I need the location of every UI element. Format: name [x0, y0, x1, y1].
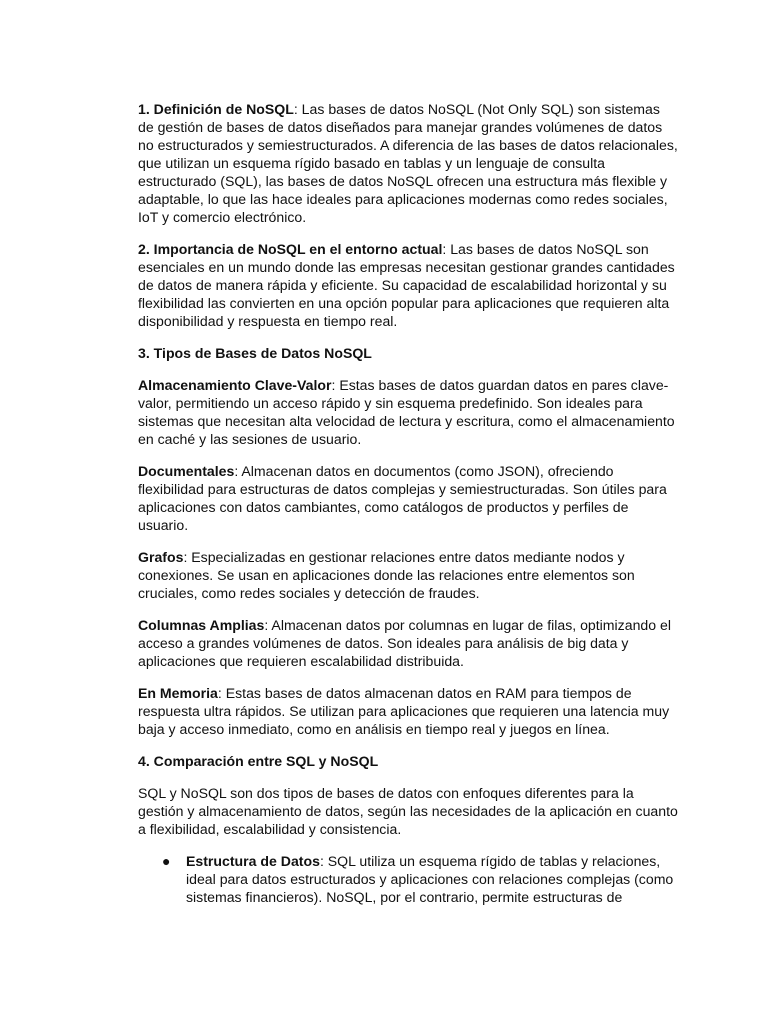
section-1-paragraph: [138, 100, 678, 226]
type-key-value-text: : Estas bases de datos guardan datos en pares clave-valor, permitiendo un acceso rápido y sin esquema predefinido. Son ideales para sistemas que necesitan alta velocidad de lectura y escritura, como el almacenamiento en caché y las sesiones de usuario.: [138, 377, 675, 447]
type-in-memory-paragraph: [138, 684, 678, 738]
section-1-text: : Las bases de datos NoSQL (Not Only SQL) son sistemas de gestión de bases de datos diseñados para manejar grandes volúmenes de datos no estructurados y semiestructurados. A diferencia de las bases de datos relacionales, que utilizan un esquema rígido basado en tablas y un lenguaje de consulta estructurado (SQL), las bases de datos NoSQL ofrecen una estructura más flexible y adaptable, lo que las hace ideales para aplicaciones modernas como redes sociales, IoT y comercio electrónico.: [138, 101, 678, 225]
section-2-paragraph: [138, 240, 678, 330]
type-documents-term: Documentales: [138, 463, 235, 479]
type-wide-columns-term: Columnas Amplias: [138, 617, 265, 633]
type-documents-text: : Almacenan datos en documentos (como JSON), ofreciendo flexibilidad para estructuras de datos complejas y semiestructuradas. Son útiles para aplicaciones con datos cambiantes, como catálogos de productos y perfiles de usuario.: [138, 463, 667, 533]
type-in-memory-term: En Memoria: [138, 685, 218, 701]
bullet-icon: ●: [162, 853, 171, 869]
type-wide-columns-text: : Almacenan datos por columnas en lugar de filas, optimizando el acceso a grandes volúmenes de datos. Son ideales para análisis de big data y aplicaciones que requieren escalabilidad distribuida.: [138, 617, 671, 669]
type-graphs-text: : Especializadas en gestionar relaciones entre datos mediante nodos y conexiones. Se usan en aplicaciones donde las relaciones entre elementos son cruciales, como redes sociales y detección de fraudes.: [138, 549, 635, 601]
section-2-text: : Las bases de datos NoSQL son esenciales en un mundo donde las empresas necesitan gestionar grandes cantidades de datos de manera rápida y eficiente. Su capacidad de escalabilidad horizontal y su flexibilidad las convierten en una opción popular para aplicaciones que requieren alta disponibilidad y respuesta en tiempo real.: [138, 241, 675, 329]
type-in-memory-text: : Estas bases de datos almacenan datos en RAM para tiempos de respuesta ultra rápidos. Se utilizan para aplicaciones que requieren una latencia muy baja y acceso inmediato, como en análisis en tiempo real y juegos en línea.: [138, 685, 670, 737]
section-3-heading: 3. Tipos de Bases de Datos NoSQL: [138, 345, 372, 361]
type-documents-paragraph: [138, 462, 678, 534]
bullet-text: : SQL utiliza un esquema rígido de tablas y relaciones, ideal para datos estructurados y aplicaciones con relaciones complejas (como sistemas financieros). NoSQL, por el contrario, permite estructuras de: [186, 853, 674, 905]
section-4-intro: SQL y NoSQL son dos tipos de bases de datos con enfoques diferentes para la gestión y almacenamiento de datos, según las necesidades de la aplicación en cuanto a flexibilidad, escalabilidad y consistencia.: [138, 785, 678, 837]
list-item: [138, 852, 678, 906]
section-4-heading: 4. Comparación entre SQL y NoSQL: [138, 753, 379, 769]
type-graphs-term: Grafos: [138, 549, 184, 565]
type-graphs-paragraph: [138, 548, 678, 602]
section-2-term: 2. Importancia de NoSQL en el entorno actual: [138, 241, 443, 257]
bullet-term: Estructura de Datos: [186, 853, 320, 869]
type-key-value-term: Almacenamiento Clave-Valor: [138, 377, 332, 393]
section-1-term: 1. Definición de NoSQL: [138, 101, 294, 117]
comparison-bullet-list: [138, 852, 678, 906]
document-page: [138, 100, 678, 906]
type-wide-columns-paragraph: [138, 616, 678, 670]
type-key-value-paragraph: [138, 376, 678, 448]
